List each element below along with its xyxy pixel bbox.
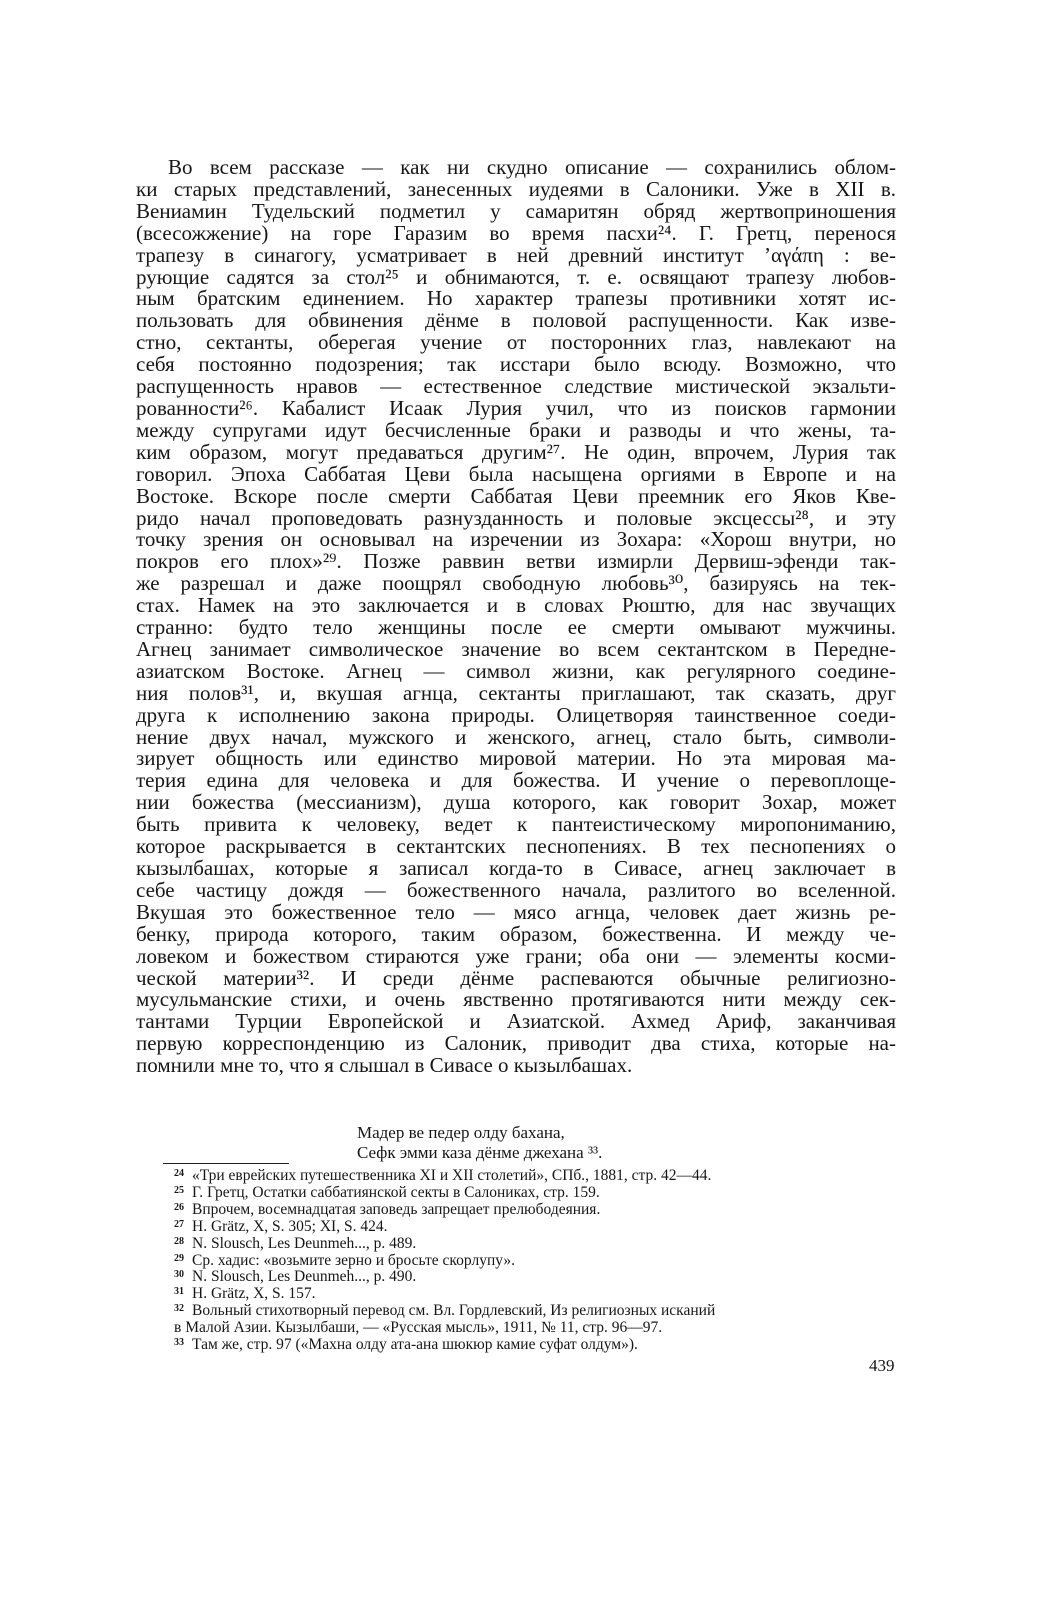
text-line: рующие садятся за стол²⁵ и обнимаются, т. е. освящают трапезу любов- — [136, 264, 896, 289]
footnote — [136, 1269, 896, 1286]
footnote-number: 32 — [174, 1303, 184, 1315]
footnote — [136, 1236, 896, 1253]
text-line: ки старых представлений, занесенных иудеями в Салоники. Уже в XII в. — [136, 176, 896, 201]
text-line: тантами Турции Европейской и Азиатской. Ахмед Ариф, заканчивая — [136, 1009, 896, 1034]
text-line: странно: будто тело женщины после ее смерти омывают мужчины. — [136, 615, 896, 640]
text-line: Агнец занимает символическое значение во всем сектантском в Передне- — [136, 636, 896, 661]
text-line: нии божества (мессианизм), душа которого, как говорит Зохар, может — [136, 790, 896, 815]
footnote-text: Г. Гретц, Остатки саббатиянской секты в Салониках, стр. 159. — [192, 1183, 600, 1201]
footnote-number: 25 — [174, 1184, 184, 1196]
footnote-number: 27 — [174, 1218, 184, 1230]
footnote-number: 30 — [174, 1269, 184, 1281]
text-line: ческой материи³². И среди дёнме распеваются обычные религиозно- — [136, 965, 896, 990]
text-line: точку зрения он основывал на изречении из Зохара: «Хорош внутри, но — [136, 527, 896, 552]
text-line: терия едина для человека и для божества. И учение о перевоплоще- — [136, 768, 896, 793]
footnote-text: N. Slousch, Les Deunmeh..., p. 490. — [192, 1268, 417, 1286]
footnote-text: N. Slousch, Les Deunmeh..., p. 489. — [192, 1234, 417, 1252]
text-line: же разрешал и даже поощрял свободную любовь³⁰, базируясь на тек- — [136, 571, 896, 596]
text-line: (всесожжение) на горе Гаразим во время пасхи²⁴. Г. Гретц, перенося — [136, 220, 896, 245]
footnote — [136, 1219, 896, 1236]
text-line: помнили мне то, что я слышал в Сивасе о кызылбашах. — [136, 1053, 633, 1078]
footnote-rule — [163, 1163, 289, 1164]
text-line: ным братским единением. Но характер трапезы противники хотят ис- — [136, 286, 896, 311]
footnote-number: 33 — [174, 1337, 184, 1349]
text-line: распущенность нравов — естественное следствие мистической экзальти- — [136, 374, 896, 399]
text-line: быть привита к человеку, ведет к пантеистическому миропониманию, — [136, 812, 896, 837]
footnote-number: 28 — [174, 1235, 184, 1247]
text-line: покров его плох»²⁹. Позже раввин ветви измирли Дервиш-эфенди так- — [136, 549, 896, 574]
text-line: себя постоянно подозрения; так исстари было всюду. Возможно, что — [136, 352, 896, 377]
text-line: которое раскрывается в сектантских песнопениях. В тех песнопениях о — [136, 834, 896, 859]
footnote-text: H. Grätz, X, S. 157. — [192, 1285, 316, 1303]
footnote — [136, 1286, 896, 1303]
footnote-number: 26 — [174, 1201, 184, 1213]
text-line: трапезу в синагогу, усматривает в ней древний институт ’αγάπη : ве- — [136, 242, 896, 267]
verse-line-1: Мадер ве педер олду бахана, — [357, 1123, 565, 1142]
footnote — [136, 1337, 896, 1354]
footnote-number: 31 — [174, 1286, 184, 1298]
verse-quote — [357, 1123, 602, 1163]
footnote — [136, 1253, 896, 1270]
footnote — [136, 1168, 896, 1185]
text-line: ким образом, могут предаваться другим²⁷. Не один, впрочем, Лурия так — [136, 439, 896, 464]
footnote — [136, 1303, 896, 1320]
text-line: между супругами идут бесчисленные браки и разводы и что жены, та- — [136, 417, 896, 442]
text-line: азиатском Востоке. Агнец — символ жизни, как регулярного соедине- — [136, 658, 896, 683]
footnote-text: Впрочем, восемнадцатая заповедь запрещает прелюбодеяния. — [192, 1200, 601, 1218]
text-line: говорил. Эпоха Саббатая Цеви была насыщена оргиями в Европе и на — [136, 461, 896, 486]
text-line: пользовать для обвинения дёнме в половой распущенности. Как изве- — [136, 308, 896, 333]
text-line: кызылбашах, которые я записал когда-то в Сивасе, агнец заключает в — [136, 856, 896, 880]
footnote-number: 24 — [174, 1168, 184, 1179]
footnote-number: 29 — [174, 1252, 184, 1264]
text-line: рованности²⁶. Кабалист Исаак Лурия учил, что из поисков гармонии — [136, 395, 896, 420]
text-line: ловеком и божеством стираются уже грани; оба они — элементы косми- — [136, 943, 896, 968]
text-line: Вениамин Тудельский подметил у самаритян обряд жертвоприношения — [136, 198, 896, 223]
text-line: Во всем рассказе — как ни скудно описание — сохранились облом- — [168, 155, 896, 179]
footnote-text: Вольный стихотворный перевод см. Вл. Гордлевский, Из религиозных исканий — [192, 1302, 716, 1320]
main-text — [136, 157, 896, 1077]
footnote-text: Там же, стр. 97 («Махна олду ата-ана шюкюр камие суфат олдум»). — [192, 1336, 638, 1354]
text-line: Востоке. Вскоре после смерти Саббатая Цеви преемник его Яков Кве- — [136, 483, 896, 508]
page-number: 439 — [869, 1356, 895, 1375]
text-line: Вкушая это божественное тело — мясо агнца, человек дает жизнь ре- — [136, 899, 896, 924]
footnote — [136, 1202, 896, 1219]
text-line: стно, сектанты, оберегая учение от посторонних глаз, навлекают на — [136, 330, 896, 355]
text-line: нение двух начал, мужского и женского, агнец, стало быть, символи- — [136, 724, 896, 749]
text-line: зирует общность или единство мировой материи. Но эта мировая ма- — [136, 746, 896, 771]
text-line: себе частицу дождя — божественного начала, разлитого во вселенной. — [136, 877, 896, 902]
footnote-text: Ср. хадис: «возьмите зерно и бросьте скорлупу». — [192, 1251, 516, 1269]
text-line: бенку, природа которого, таким образом, божественна. И между че- — [136, 921, 896, 946]
footnote-text: «Три еврейских путешественника XI и XII столетий», СПб., 1881, стр. 42—44. — [192, 1167, 712, 1184]
text-line: друга к исполнению закона природы. Олицетворяя таинственное соеди- — [136, 702, 896, 727]
footnotes — [136, 1168, 896, 1354]
text-line: мусульманские стихи, и очень явственно протягиваются нити между сек- — [136, 987, 896, 1012]
footnote — [136, 1185, 896, 1202]
footnote-continuation: в Малой Азии. Кызылбаши, — «Русская мысль», 1911, № 11, стр. 96—97. — [174, 1319, 663, 1337]
text-line: ридо начал проповедовать разнузданность и половые эксцессы²⁸, и эту — [136, 505, 896, 530]
verse-line-2: Сефк эмми каза дёнме джехана ³³. — [357, 1143, 603, 1162]
text-line: стах. Намек на это заключается и в словах Рюштю, для нас звучащих — [136, 593, 896, 618]
text-line: первую корреспонденцию из Салоник, приводит два стиха, которые на- — [136, 1031, 896, 1056]
text-line: ния полов³¹, и, вкушая агнца, сектанты приглашают, так сказать, друг — [136, 680, 896, 705]
footnote-text: H. Grätz, X, S. 305; XI, S. 424. — [192, 1217, 388, 1235]
